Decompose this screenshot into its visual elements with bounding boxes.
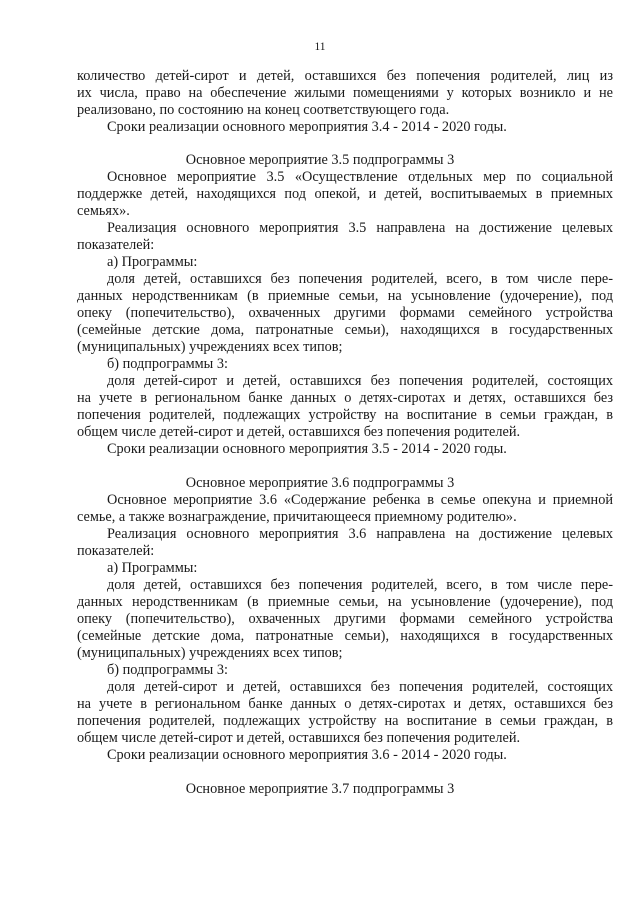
text-line: Сроки реализации основного мероприятия 3.4 - 2014 - 2020 годы. xyxy=(107,119,507,135)
text-line: б) подпрограммы 3: xyxy=(107,662,228,678)
text-line: количество детей-сирот и детей, оставшихся без попечения родителей, лиц из xyxy=(77,68,613,84)
section-heading: Основное мероприятие 3.5 подпрограммы 3 xyxy=(185,152,455,168)
text-line: семье, а также вознаграждение, причитающееся приемному родителю». xyxy=(77,509,517,525)
text-line: на учете в региональном банке данных о детях-сиротах и детях, оставшихся без xyxy=(77,390,613,406)
text-line: показателей: xyxy=(77,237,155,253)
text-line: Сроки реализации основного мероприятия 3.5 - 2014 - 2020 годы. xyxy=(107,441,507,457)
text-line: Основное мероприятие 3.5 «Осуществление отдельных мер по социальной xyxy=(107,169,613,185)
text-line: Реализация основного мероприятия 3.5 направлена на достижение целевых xyxy=(107,220,613,236)
text-line: общем числе детей-сирот и детей, оставшихся без попечения родителей. xyxy=(77,424,521,440)
text-line: опеку (попечительство), охваченных другими формами семейного устройства xyxy=(77,305,613,321)
text-line: Сроки реализации основного мероприятия 3.6 - 2014 - 2020 годы. xyxy=(107,747,507,763)
text-line: доля детей, оставшихся без попечения родителей, всего, в том числе пере- xyxy=(107,577,613,593)
text-line: а) Программы: xyxy=(107,560,198,576)
text-line: (семейные детские дома, патронатные семьи), находящихся в государственных xyxy=(77,322,613,338)
text-line: Основное мероприятие 3.6 «Содержание ребенка в семье опекуна и приемной xyxy=(107,492,613,508)
text-line: а) Программы: xyxy=(107,254,198,270)
text-line: реализовано, по состоянию на конец соответствующего года. xyxy=(77,102,450,118)
section-heading: Основное мероприятие 3.6 подпрограммы 3 xyxy=(185,475,455,491)
text-line: общем числе детей-сирот и детей, оставшихся без попечения родителей. xyxy=(77,730,521,746)
text-line: опеку (попечительство), охваченных другими формами семейного устройства xyxy=(77,611,613,627)
text-line: поддержке детей, находящихся под опекой, и детей, воспитываемых в приемных xyxy=(77,186,613,202)
text-line: данных неродственникам (в приемные семьи, на усыновление (удочерение), под xyxy=(77,288,613,304)
text-line: Реализация основного мероприятия 3.6 направлена на достижение целевых xyxy=(107,526,613,542)
text-line: б) подпрограммы 3: xyxy=(107,356,228,372)
text-line: доля детей-сирот и детей, оставшихся без попечения родителей, состоящих xyxy=(107,679,613,695)
text-line: показателей: xyxy=(77,543,155,559)
text-line: попечения родителей, подлежащих устройству на воспитание в семьи граждан, в xyxy=(77,713,613,729)
text-line: данных неродственникам (в приемные семьи, на усыновление (удочерение), под xyxy=(77,594,613,610)
page-number: 11 xyxy=(314,41,326,53)
text-line: (семейные детские дома, патронатные семьи), находящихся в государственных xyxy=(77,628,613,644)
text-line: их числа, право на обеспечение жилыми помещениями у которых возникло и не xyxy=(77,85,613,101)
section-heading: Основное мероприятие 3.7 подпрограммы 3 xyxy=(185,781,455,797)
text-line: семьях». xyxy=(77,203,130,219)
text-line: попечения родителей, подлежащих устройству на воспитание в семьи граждан, в xyxy=(77,407,613,423)
text-line: доля детей, оставшихся без попечения родителей, всего, в том числе пере- xyxy=(107,271,613,287)
text-line: доля детей-сирот и детей, оставшихся без попечения родителей, состоящих xyxy=(107,373,613,389)
text-line: на учете в региональном банке данных о детях-сиротах и детях, оставшихся без xyxy=(77,696,613,712)
text-line: (муниципальных) учреждениях всех типов; xyxy=(77,339,343,355)
text-line: (муниципальных) учреждениях всех типов; xyxy=(77,645,343,661)
